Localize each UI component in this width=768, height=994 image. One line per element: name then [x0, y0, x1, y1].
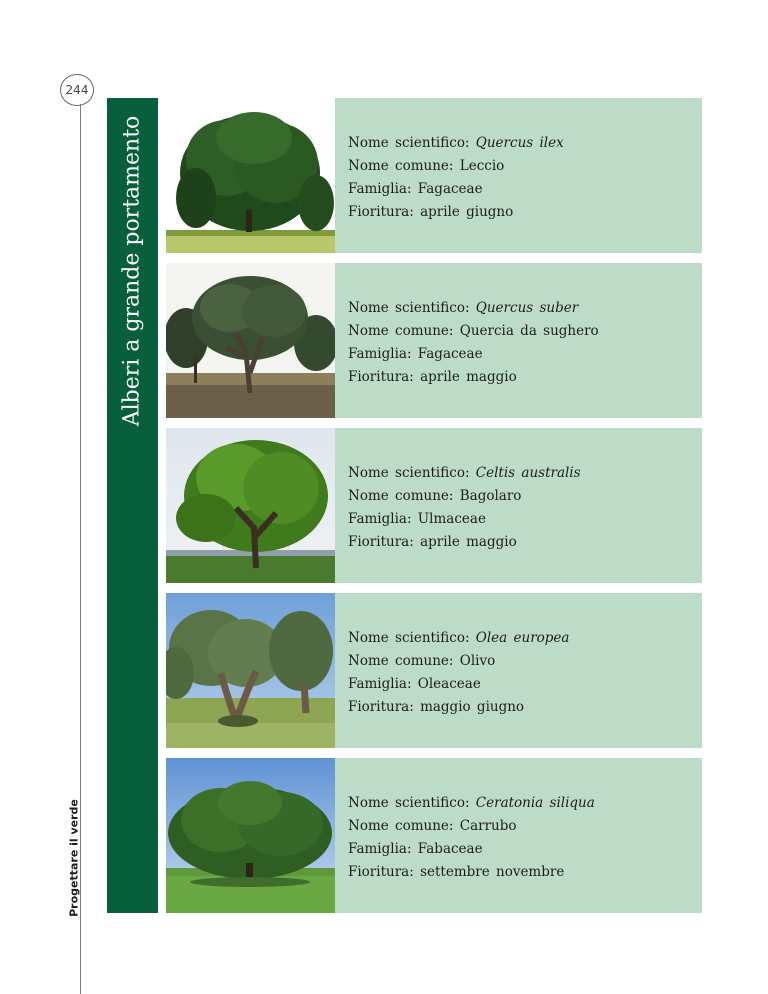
common-label: Nome comune: — [348, 488, 454, 504]
family-value: Oleaceae — [417, 676, 481, 692]
family-label: Famiglia: — [348, 346, 412, 362]
flowering-label: Fioritura: — [348, 534, 414, 550]
scientific-name: Quercus ilex — [475, 135, 564, 151]
tree-card — [166, 593, 702, 748]
footer-label: Progettare il verde — [67, 799, 81, 917]
flowering-value: aprile giugno — [420, 204, 514, 220]
scientific-name: Olea europea — [475, 630, 570, 646]
scientific-label: Nome scientifico: — [348, 795, 470, 811]
scientific-label: Nome scientifico: — [348, 630, 470, 646]
common-name: Olivo — [459, 653, 496, 669]
family-label: Famiglia: — [348, 676, 412, 692]
flowering-value: settembre novembre — [420, 864, 565, 880]
olive-tree-photo — [166, 593, 335, 748]
common-label: Nome comune: — [348, 158, 454, 174]
tree-list — [166, 98, 702, 913]
tree-card — [166, 758, 702, 913]
family-label: Famiglia: — [348, 841, 412, 857]
flowering-label: Fioritura: — [348, 369, 414, 385]
flowering-label: Fioritura: — [348, 204, 414, 220]
carob-tree-photo — [166, 758, 335, 913]
section-title: Alberi a grande portamento — [119, 115, 145, 427]
scientific-label: Nome scientifico: — [348, 300, 470, 316]
family-value: Fagaceae — [417, 346, 483, 362]
scientific-name: Celtis australis — [475, 465, 581, 481]
family-value: Fabaceae — [417, 841, 483, 857]
common-name: Carrubo — [459, 818, 517, 834]
tree-info — [335, 263, 702, 418]
page-number: 244 — [60, 74, 94, 106]
flowering-value: maggio giugno — [420, 699, 525, 715]
scientific-label: Nome scientifico: — [348, 135, 470, 151]
flowering-value: aprile maggio — [420, 534, 517, 550]
tree-info — [335, 758, 702, 913]
common-label: Nome comune: — [348, 653, 454, 669]
flowering-label: Fioritura: — [348, 699, 414, 715]
holm-oak-photo — [166, 98, 335, 253]
family-label: Famiglia: — [348, 181, 412, 197]
flowering-value: aprile maggio — [420, 369, 517, 385]
tree-info — [335, 428, 702, 583]
flowering-label: Fioritura: — [348, 864, 414, 880]
scientific-name: Quercus suber — [475, 300, 579, 316]
common-name: Bagolaro — [459, 488, 522, 504]
family-value: Ulmaceae — [417, 511, 486, 527]
scientific-name: Ceratonia siliqua — [475, 795, 595, 811]
tree-card — [166, 428, 702, 583]
scientific-label: Nome scientifico: — [348, 465, 470, 481]
common-name: Quercia da sughero — [459, 323, 599, 339]
tree-info — [335, 98, 702, 253]
family-value: Fagaceae — [417, 181, 483, 197]
family-label: Famiglia: — [348, 511, 412, 527]
common-label: Nome comune: — [348, 818, 454, 834]
tree-card — [166, 263, 702, 418]
tree-card — [166, 98, 702, 253]
common-name: Leccio — [459, 158, 505, 174]
tree-info — [335, 593, 702, 748]
cork-oak-photo — [166, 263, 335, 418]
common-label: Nome comune: — [348, 323, 454, 339]
hackberry-photo — [166, 428, 335, 583]
